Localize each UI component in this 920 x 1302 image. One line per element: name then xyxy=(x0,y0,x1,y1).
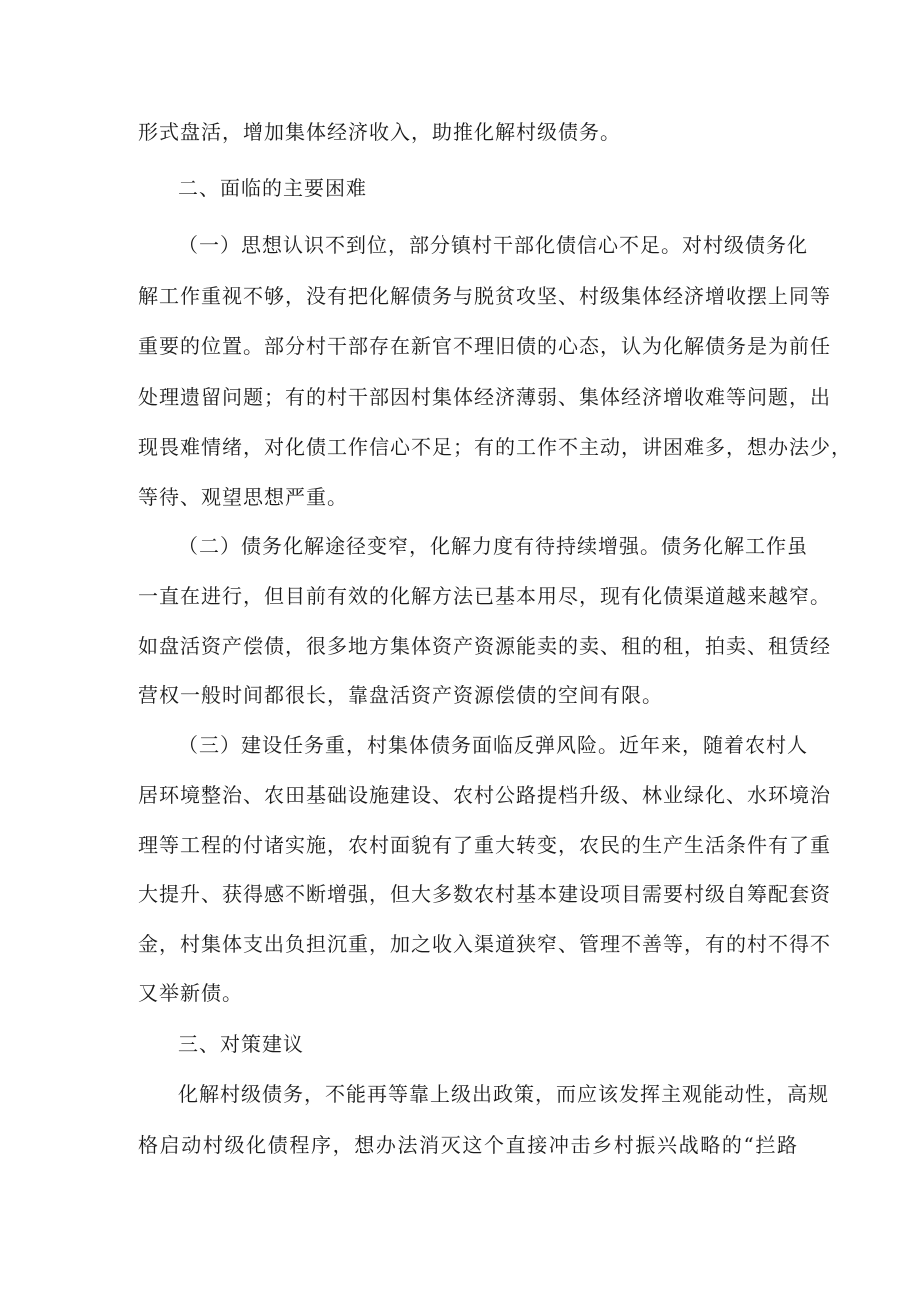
paragraph-line: 居环境整治、农田基础设施建设、农村公路提档升级、林业绿化、水环境治 xyxy=(138,783,831,807)
paragraph-line: 形式盘活，增加集体经济收入，助推化解村级债务。 xyxy=(138,120,621,144)
paragraph-line: 如盘活资产偿债，很多地方集体资产资源能卖的卖、租的租，拍卖、租赁经 xyxy=(138,634,831,658)
paragraph-line: 格启动村级化债程序，想办法消灭这个直接冲击乡村振兴战略的“拦路 xyxy=(138,1133,798,1157)
paragraph-line: 化解村级债务，不能再等靠上级出政策，而应该发挥主观能动性，高规 xyxy=(178,1082,829,1106)
paragraph-line: 又举新债。 xyxy=(138,981,243,1005)
paragraph-line: 大提升、获得感不断增强，但大多数农村基本建设项目需要村级自筹配套资 xyxy=(138,882,831,906)
paragraph-line: 理等工程的付诸实施，农村面貌有了重大转变，农民的生产生活条件有了重 xyxy=(138,833,831,857)
paragraph-line: （一）思想认识不到位，部分镇村干部化债信心不足。对村级债务化 xyxy=(178,233,808,257)
paragraph-line: 重要的位置。部分村干部存在新官不理旧债的心态，认为化解债务是为前任 xyxy=(138,334,831,358)
section-heading: 三、对策建议 xyxy=(178,1032,304,1056)
paragraph-line: 处理遗留问题；有的村干部因村集体经济薄弱、集体经济增收难等问题，出 xyxy=(138,385,831,409)
paragraph-line: 解工作重视不够，没有把化解债务与脱贫攻坚、村级集体经济增收摆上同等 xyxy=(138,284,831,308)
paragraph-line: （二）债务化解途径变窄，化解力度有待持续增强。债务化解工作虽 xyxy=(178,534,808,558)
paragraph-line: 营权一般时间都很长，靠盘活资产资源偿债的空间有限。 xyxy=(138,683,663,707)
paragraph-line: 现畏难情绪，对化债工作信心不足；有的工作不主动，讲困难多，想办法少， xyxy=(138,435,852,459)
section-heading: 二、面临的主要困难 xyxy=(178,176,367,200)
paragraph-line: 等待、观望思想严重。 xyxy=(138,485,348,509)
paragraph-line: 一直在进行，但目前有效的化解方法已基本用尽，现有化债渠道越来越窄。 xyxy=(138,584,831,608)
paragraph-line: （三）建设任务重，村集体债务面临反弹风险。近年来，随着农村人 xyxy=(178,733,808,757)
paragraph-line: 金，村集体支出负担沉重，加之收入渠道狭窄、管理不善等，有的村不得不 xyxy=(138,932,831,956)
